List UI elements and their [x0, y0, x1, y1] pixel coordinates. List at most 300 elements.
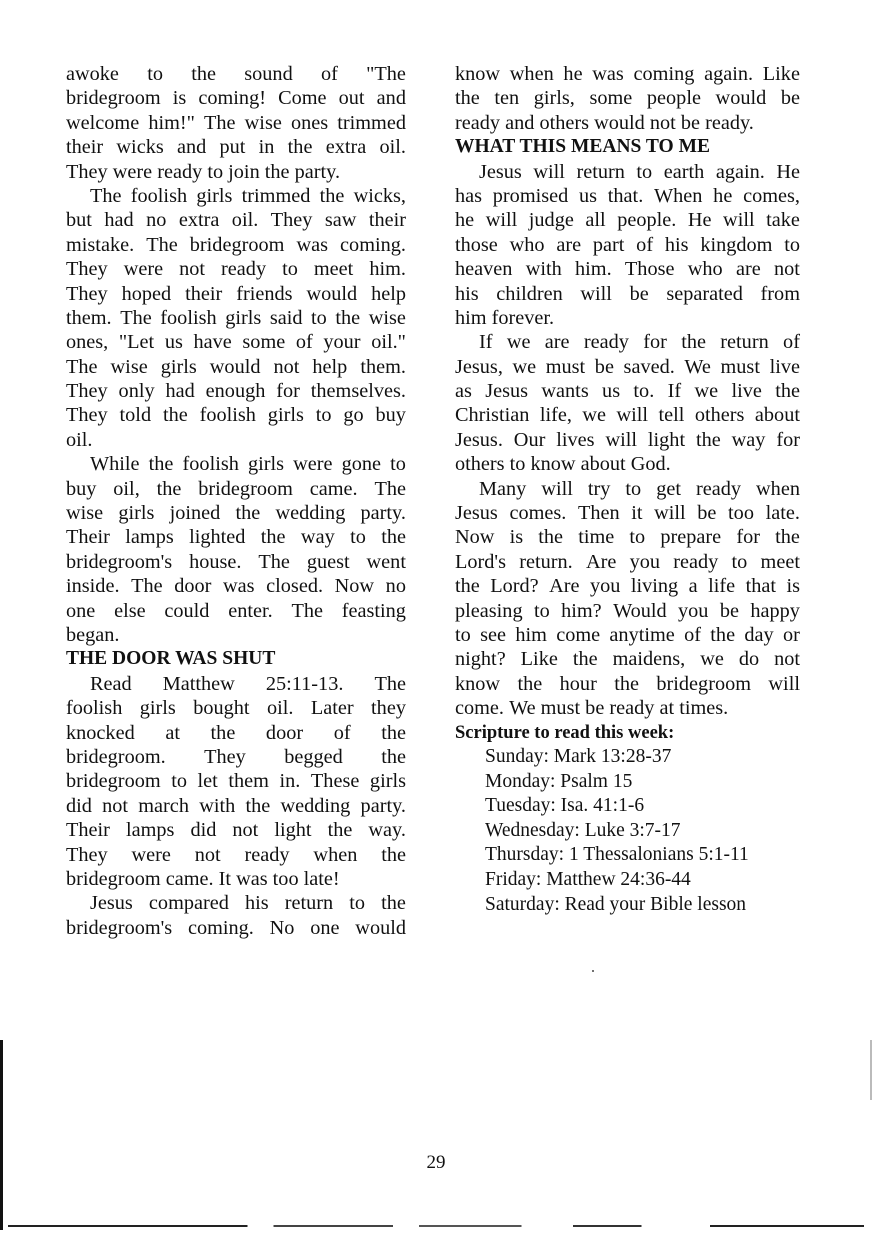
word: ten: [494, 87, 520, 110]
word: live: [731, 380, 762, 403]
word: mistake.: [66, 233, 135, 256]
word: wants: [541, 380, 589, 403]
word: They: [66, 282, 108, 305]
scripture-heading: Scripture to read this week:: [455, 722, 675, 743]
word: gone: [341, 453, 382, 476]
word: God.: [630, 453, 671, 476]
word: for: [736, 526, 760, 549]
word: to: [390, 453, 406, 476]
word: to.: [633, 380, 655, 403]
word: only: [118, 380, 155, 403]
scripture-reading-item: Sunday: Mark 13:28-37: [485, 745, 672, 767]
word: know: [530, 453, 576, 476]
word: could: [164, 599, 210, 622]
word: While: [90, 453, 140, 476]
word: out: [338, 87, 365, 110]
word: sound: [244, 63, 293, 85]
word: ready: [695, 477, 742, 500]
word: The: [374, 477, 406, 500]
word: light: [274, 819, 312, 842]
text-line: [455, 379, 800, 403]
word: help: [312, 355, 348, 378]
word: will: [616, 404, 649, 427]
word: oil.: [66, 428, 93, 451]
word: anytime: [609, 623, 675, 646]
word: foolish: [199, 404, 256, 427]
word: be: [697, 502, 717, 525]
word: be: [780, 87, 800, 110]
word: day: [744, 623, 774, 646]
word: hoped: [121, 282, 172, 305]
word: ready: [244, 843, 290, 866]
word: you: [629, 550, 661, 573]
text-line: [455, 111, 800, 135]
word: ready: [455, 111, 501, 134]
word: "The: [366, 63, 406, 85]
word: Jesus: [90, 892, 133, 915]
text-line: [455, 696, 800, 720]
word: awoke: [66, 63, 119, 85]
word: Lord's: [455, 550, 506, 573]
word: bridegroom.: [66, 745, 166, 768]
word: hour: [559, 672, 597, 695]
word: extra: [178, 209, 220, 232]
word: the: [381, 745, 406, 768]
word: not: [232, 819, 259, 842]
word: the: [381, 721, 406, 744]
word: lighted: [189, 526, 246, 549]
text-line: [66, 843, 406, 867]
word: kingdom: [700, 233, 773, 256]
word: the: [381, 526, 406, 549]
word: to: [171, 770, 187, 793]
word: coming.: [187, 916, 254, 939]
word: again.: [715, 160, 765, 183]
word: knocked: [66, 721, 135, 744]
text-line: [66, 794, 406, 818]
word: pleasing: [455, 599, 523, 622]
word: for: [643, 331, 667, 354]
word: and: [505, 111, 535, 134]
word: would: [209, 355, 261, 378]
word: They: [66, 380, 108, 403]
word: earth: [663, 160, 705, 183]
word: were: [293, 453, 333, 476]
word: Like: [520, 648, 558, 671]
word: buy: [375, 404, 406, 427]
word: did: [190, 819, 217, 842]
word: his: [455, 282, 479, 305]
word: must: [720, 355, 760, 378]
word: enough: [205, 380, 266, 403]
word: closed.: [266, 575, 324, 598]
word: return: [576, 160, 625, 183]
word: to: [731, 550, 748, 573]
word: happy: [750, 599, 800, 622]
word: began.: [66, 623, 120, 646]
word: Their: [66, 819, 110, 842]
word: in.: [279, 770, 301, 793]
word: will: [541, 477, 573, 500]
word: wise: [110, 355, 148, 378]
word: their: [185, 282, 223, 305]
word: went: [366, 550, 406, 573]
word: the: [695, 428, 721, 451]
text-line: [66, 818, 406, 842]
word: live: [769, 355, 800, 378]
word: too: [272, 867, 299, 890]
text-line: [66, 184, 406, 208]
word: came.: [309, 477, 358, 500]
word: When: [654, 184, 703, 207]
word: oil.": [371, 331, 406, 354]
word: feasting: [341, 599, 406, 622]
word: his: [244, 892, 269, 915]
word: will: [723, 209, 755, 232]
word: Are: [549, 575, 580, 598]
text-line: [66, 574, 406, 598]
text-line: [66, 257, 406, 281]
word: the: [191, 63, 216, 85]
word: him!": [148, 111, 195, 134]
word: heaven: [455, 258, 513, 281]
right-column: [455, 62, 800, 917]
word: to: [625, 477, 642, 500]
word: No: [269, 916, 295, 939]
left-column: [66, 62, 406, 940]
text-line: [455, 233, 800, 257]
word: of: [295, 331, 313, 354]
word: have: [193, 331, 232, 354]
word: no: [385, 575, 406, 598]
word: people.: [617, 209, 677, 232]
word: If: [667, 380, 682, 403]
word: too: [728, 502, 754, 525]
word: to: [455, 623, 471, 646]
text-line: [455, 574, 800, 598]
word: are: [735, 258, 761, 281]
word: Now: [455, 526, 495, 549]
scripture-reading-item: Wednesday: Luke 3:7-17: [485, 819, 681, 841]
word: him.: [575, 258, 612, 281]
word: the: [260, 526, 286, 549]
word: has: [455, 184, 483, 207]
word: lamps: [125, 526, 174, 549]
word: to: [350, 526, 366, 549]
word: are: [544, 331, 570, 354]
word: us: [164, 331, 183, 354]
word: not: [194, 843, 221, 866]
word: was: [223, 575, 255, 598]
word: for: [276, 380, 300, 403]
word: party.: [360, 502, 406, 525]
word: else: [114, 599, 146, 622]
word: It: [218, 867, 231, 890]
word: begged: [284, 745, 343, 768]
word: about: [754, 404, 800, 427]
word: coming!: [198, 87, 266, 110]
word: They: [66, 843, 108, 866]
word: 25:11-13.: [265, 672, 344, 695]
word: the: [455, 87, 480, 110]
word: ready: [609, 697, 655, 720]
word: help: [371, 282, 406, 305]
word: party.: [360, 794, 406, 817]
word: living: [630, 575, 679, 598]
word: return.: [519, 550, 573, 573]
word: the: [210, 721, 236, 744]
text-line: [455, 184, 800, 208]
word: him: [455, 306, 487, 329]
word: Jesus: [455, 502, 498, 525]
word: Then: [577, 502, 620, 525]
word: girls: [139, 697, 176, 720]
text-line: [455, 501, 800, 525]
word: compared: [148, 892, 229, 915]
word: door: [174, 575, 212, 598]
word: were: [123, 258, 164, 281]
scripture-reading-item: Friday: Matthew 24:36-44: [485, 868, 691, 890]
word: wicks: [116, 136, 164, 159]
text-line: [66, 111, 406, 135]
text-line: [455, 403, 800, 427]
word: welcome: [66, 111, 140, 134]
text-line: [455, 525, 800, 549]
text-line: [66, 428, 406, 452]
text-line: [66, 135, 406, 159]
word: wise: [368, 306, 406, 329]
word: is: [509, 526, 524, 549]
word: bridegroom: [66, 87, 161, 110]
word: prepare: [660, 526, 722, 549]
word: to: [629, 526, 646, 549]
word: the: [327, 819, 353, 842]
word: They: [270, 209, 313, 232]
text-line: [455, 452, 800, 476]
word: to: [349, 892, 366, 915]
word: joined: [169, 502, 221, 525]
scripture-reading-item: Saturday: Read your Bible lesson: [485, 893, 747, 915]
text-line: [66, 501, 406, 525]
word: Their: [66, 526, 110, 549]
word: Come: [278, 87, 327, 110]
word: we: [694, 380, 719, 403]
word: Many: [479, 477, 527, 500]
word: late.: [765, 502, 800, 525]
word: Jesus: [485, 380, 529, 403]
text-line: [455, 208, 800, 232]
word: must: [545, 355, 586, 378]
word: a: [688, 575, 698, 598]
word: the: [517, 672, 543, 695]
word: will: [485, 209, 518, 232]
word: will: [654, 502, 686, 525]
word: take: [766, 209, 800, 232]
word: or: [783, 623, 800, 646]
text-line: [66, 306, 406, 330]
word: them.: [66, 306, 112, 329]
word: about: [580, 453, 626, 476]
word: will: [605, 428, 637, 451]
word: and: [376, 87, 406, 110]
word: The: [291, 599, 323, 622]
word: them.: [360, 355, 406, 378]
text-line: [66, 623, 406, 647]
word: not: [273, 355, 300, 378]
word: do: [738, 648, 760, 671]
word: be: [719, 599, 739, 622]
word: to: [315, 404, 332, 427]
word: will: [768, 672, 800, 695]
text-line: [66, 672, 406, 696]
word: the: [710, 623, 736, 646]
word: we: [582, 404, 607, 427]
word: he: [455, 209, 475, 232]
word: the: [148, 453, 174, 476]
text-line: [66, 599, 406, 623]
word: it: [631, 502, 643, 525]
word: ready: [673, 550, 719, 573]
word: to: [147, 63, 163, 85]
word: Now: [334, 575, 375, 598]
text-line: [455, 355, 800, 379]
word: the: [381, 843, 406, 866]
word: Those: [624, 258, 675, 281]
word: said: [269, 306, 303, 329]
word: saw: [324, 209, 357, 232]
word: you: [678, 599, 709, 622]
word: he: [713, 184, 733, 207]
word: will: [533, 160, 565, 183]
word: is: [786, 575, 800, 598]
word: not: [179, 258, 206, 281]
scripture-reading-item: Thursday: 1 Thessalonians 5:1-11: [485, 844, 749, 866]
text-line: [66, 891, 406, 915]
word: get: [656, 477, 681, 500]
word: tell: [658, 404, 685, 427]
word: comes,: [743, 184, 800, 207]
word: comes.: [509, 502, 567, 525]
word: house.: [189, 550, 242, 573]
word: the: [538, 526, 564, 549]
text-line: [455, 599, 800, 623]
word: The: [131, 575, 163, 598]
word: ready: [157, 160, 203, 183]
word: girls: [247, 453, 285, 476]
word: foolish: [160, 306, 217, 329]
word: not: [774, 258, 800, 281]
word: to: [784, 233, 800, 256]
word: girls: [225, 306, 262, 329]
word: inside.: [66, 575, 120, 598]
word: put: [219, 136, 246, 159]
word: life,: [539, 404, 572, 427]
page-number: 29: [426, 1152, 446, 1173]
word: Matthew: [162, 672, 235, 695]
text-line: [455, 257, 800, 281]
word: try: [587, 477, 611, 500]
word: others: [455, 453, 505, 476]
word: ready: [221, 258, 267, 281]
word: had: [165, 380, 195, 403]
word: wedding: [275, 502, 346, 525]
word: The: [90, 184, 122, 207]
text-line: [66, 867, 406, 891]
word: meet: [313, 258, 354, 281]
word: in: [258, 136, 275, 159]
word: not: [102, 794, 129, 817]
word: foolish: [130, 184, 188, 207]
word: would: [306, 282, 358, 305]
word: be: [629, 282, 649, 305]
word: we: [700, 648, 724, 671]
word: him?: [561, 599, 602, 622]
word: his: [664, 233, 689, 256]
word: The: [66, 355, 98, 378]
text-line: [66, 62, 406, 86]
word: girls: [118, 502, 155, 525]
word: bridegroom's: [66, 550, 173, 573]
word: buy: [66, 477, 97, 500]
word: were: [131, 843, 171, 866]
word: friends: [236, 282, 293, 305]
word: would: [715, 87, 767, 110]
word: They: [204, 745, 246, 768]
word: who: [509, 233, 545, 256]
text-line: [66, 355, 406, 379]
word: Would: [613, 599, 667, 622]
word: their: [368, 209, 406, 232]
text-line: [66, 525, 406, 549]
word: meet: [760, 550, 800, 573]
word: return: [284, 892, 334, 915]
word: ones: [290, 111, 329, 134]
word: to: [636, 160, 653, 183]
word: trimmed: [337, 111, 406, 134]
word: the: [162, 404, 188, 427]
word: way: [300, 526, 335, 549]
word: not: [649, 111, 676, 134]
word: The: [204, 111, 236, 134]
word: to: [282, 258, 298, 281]
word: Like: [762, 63, 800, 85]
text-line: [66, 550, 406, 574]
word: extra: [325, 136, 367, 159]
word: wise: [244, 111, 282, 134]
text-line: [455, 550, 800, 574]
word: who: [687, 258, 723, 281]
word: again.: [704, 63, 754, 85]
word: part: [592, 233, 625, 256]
word: return: [720, 331, 769, 354]
word: way.: [368, 819, 406, 842]
word: the: [287, 136, 313, 159]
word: with: [525, 258, 562, 281]
word: We: [509, 697, 536, 720]
section-heading: WHAT THIS MEANS TO ME: [455, 136, 711, 158]
word: Lord?: [490, 575, 539, 598]
word: way: [731, 428, 766, 451]
word: girls: [196, 184, 233, 207]
word: the: [319, 184, 345, 207]
word: These: [310, 770, 360, 793]
word: that.: [607, 184, 644, 207]
word: oil,: [113, 477, 140, 500]
word: The: [146, 233, 178, 256]
scripture-reading-item: Monday: Psalm 15: [485, 770, 633, 792]
word: the: [156, 477, 182, 500]
word: let: [197, 770, 218, 793]
